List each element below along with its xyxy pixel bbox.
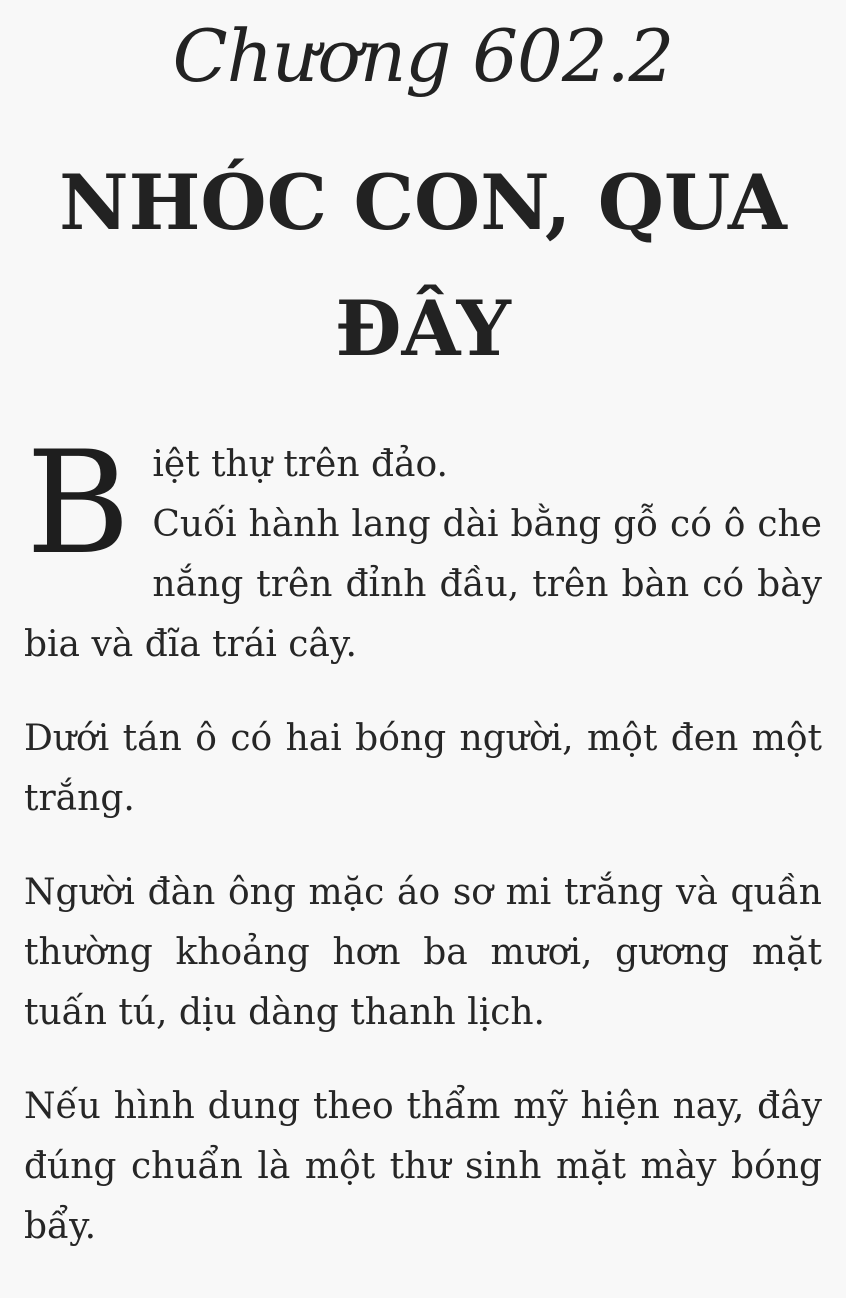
paragraph-2: Dưới tán ô có hai bóng người, một đen một trắng. — [24, 718, 822, 819]
chapter-body — [24, 421, 822, 1291]
chapter-number: Chương 602.2 — [172, 14, 674, 98]
paragraph-3: Người đàn ông mặc áo sơ mi trắng và quần thường khoảng hơn ba mươi, gương mặt tuấn tú, dịu dàng thanh lịch. — [24, 872, 822, 1033]
paragraph-1: Cuối hành lang dài bằng gỗ có ô che nắng trên đỉnh đầu, trên bàn có bày bia và đĩa trái cây. — [24, 504, 822, 665]
chapter-title: NHÓC CON, QUA ĐÂY — [59, 158, 787, 373]
paragraph-4: Nếu hình dung theo thẩm mỹ hiện nay, đây đúng chuẩn là một thư sinh mặt mày bóng bẩy. — [24, 1086, 822, 1247]
drop-cap: B — [26, 421, 131, 586]
opening-line: iệt thự trên đảo. — [152, 444, 448, 485]
